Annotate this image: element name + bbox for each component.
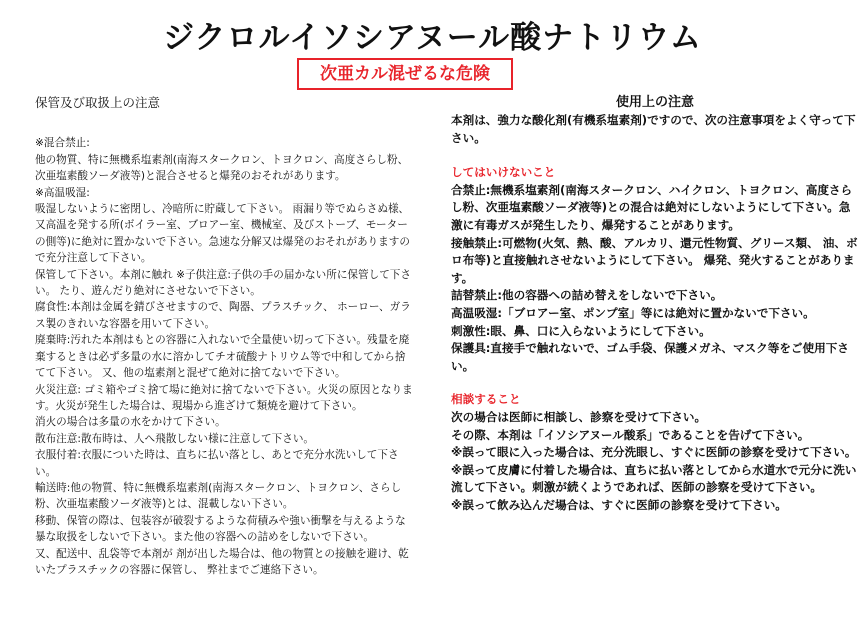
prohibited-item: 合禁止:無機系塩素剤(南海スタークロン、ハイクロン、トヨクロン、高度さらし粉、次亜塩素酸ソーダ液等)との混合は絶対にしないようにして下さい。急激に有毒ガスが発生したり、爆発することがあります。 [451,182,853,232]
usage-precautions-section [451,94,859,514]
high-temp-text: 吸湿しないように密閉し、冷暗所に貯蔵して下さい。 雨漏り等でぬらさぬ様、又高温を発する所(ボイラー室、ブロアー室、機械室、及びストーブ、モーターの側等)に絶対に置かないで下さい。急速な分解又は爆発のおそれがありますので充分注意して下さい。 [35,203,410,265]
disposal-text: 廃棄時:汚れた本剤はもとの容器に入れないで全量使い切って下さい。残量を廃棄するときは必ず多量の水に溶かしてチオ硫酸ナトリウム等で中和してから捨てて下さい。 又、他の塩素剤と混ぜて絶対に捨てないで下さい。 [35,334,410,380]
consult-item: ※誤って眼に入った場合は、充分洗眼し、すぐに医師の診察を受けて下さい。 [451,445,857,460]
corrosion-text: 腐食性:本剤は金属を錆びさせますので、陶器、プラスチック、 ホーロー、ガラス製のきれいな容器を用いて下さい。 [35,301,411,330]
prohibited-heading: してはいけないこと [451,165,556,180]
danger-warning-label: 次亜カル混ぜるな危険 [297,58,513,90]
fire-caution-text: 火災注意: ゴミ箱やゴミ捨て場に絶対に捨てないで下さい。火災の原因となります。火災が発生した場合は、現場から進ざけて類焼を避けて下さい。 [35,383,413,412]
storage-handling-section [35,95,415,578]
mixing-ban-label: ※混合禁止: [35,137,90,150]
prohibited-item: 刺激性:眼、鼻、口に入らないようにして下さい。 [451,323,711,338]
spill-text: 又、配送中、乱袋等で本剤が 剤が出した場合は、他の物質との接触を避け、乾いたプラスチックの容器に保管し、 弊社までご連絡下さい。 [35,547,409,576]
prohibited-item: 詰替禁止:他の容器への詰め替えをしないで下さい。 [451,288,723,303]
spraying-text: 散布注意:散布時は、人へ飛散しない様に注意して下さい。 [35,432,315,445]
prohibited-item: 保護具:直接手で触れないで、ゴム手袋、保護メガネ、マスク等をご使用下さい。 [451,341,849,373]
high-temp-label: ※高温吸湿: [35,186,90,199]
usage-precautions-heading: 使用上の注意 [615,95,694,110]
transport-text: 輸送時:他の物質、特に無機系塩素剤(南海スタークロン、トヨクロン、さらし粉、次亜塩素酸ソーダ液等)とは、混載しない下さい。 [35,481,402,511]
page-title: ジクロルイソシアヌール酸ナトリウム [163,20,702,56]
consult-item: その際、本剤は「イソシアヌール酸系」であることを告げて下さい。 [451,427,810,442]
consult-item: 次の場合は医師に相談し、診察を受けて下さい。 [451,409,707,424]
intro-text: 本剤は、強力な酸化剤(有機系塩素剤)ですので、次の注意事項をよく守って下さい。 [451,113,856,145]
fire-extinguish-text: 消火の場合は多量の水をかけて下さい。 [35,416,226,429]
child-caution-text: 保管して下さい。本剤に触れ ※子供注意:子供の手の届かない所に保管して下さい。 たり、遊んだり絶対にさせないで下さい。 [35,268,411,298]
prohibited-item: 高温吸湿:「ブロアー室、ポンプ室」等には絶対に置かないで下さい。 [451,305,815,320]
prohibited-item: 接触禁止:可燃物(火気、熱、酸、アルカリ、還元性物質、グリース類、 油、ボロ布等)と直接触れさせないようにして下さい。 爆発、発火することがあります。 [451,235,858,285]
moving-storage-text: 移動、保管の際は、包装容が破裂するような荷積みや強い衝撃を与えるような暴な取扱をしないで下さい。また他の容器への詰めをしないで下さい。 [35,514,406,544]
mixing-ban-text: 他の物質、特に無機系塩素剤(南海スタークロン、トヨクロン、高度さらし粉、次亜塩素酸ソーダ液等)と混合させると爆発のおそれがあります。 [35,153,409,183]
clothing-text: 衣服付着:衣服についた時は、直ちに払い落とし、あとで充分水洗いして下さい。 [35,449,399,478]
consult-heading: 相談すること [451,392,521,407]
consult-item: ※誤って飲み込んだ場合は、すぐに医師の診察を受けて下さい。 [451,497,787,512]
consult-item: ※誤って皮膚に付着した場合は、直ちに払い落としてから水道水で元分に洗い流して下さい。刺激が続くようであれば、医師の診察を受けて下さい。 [451,462,857,495]
storage-handling-heading: 保管及び取扱上の注意 [35,95,161,110]
